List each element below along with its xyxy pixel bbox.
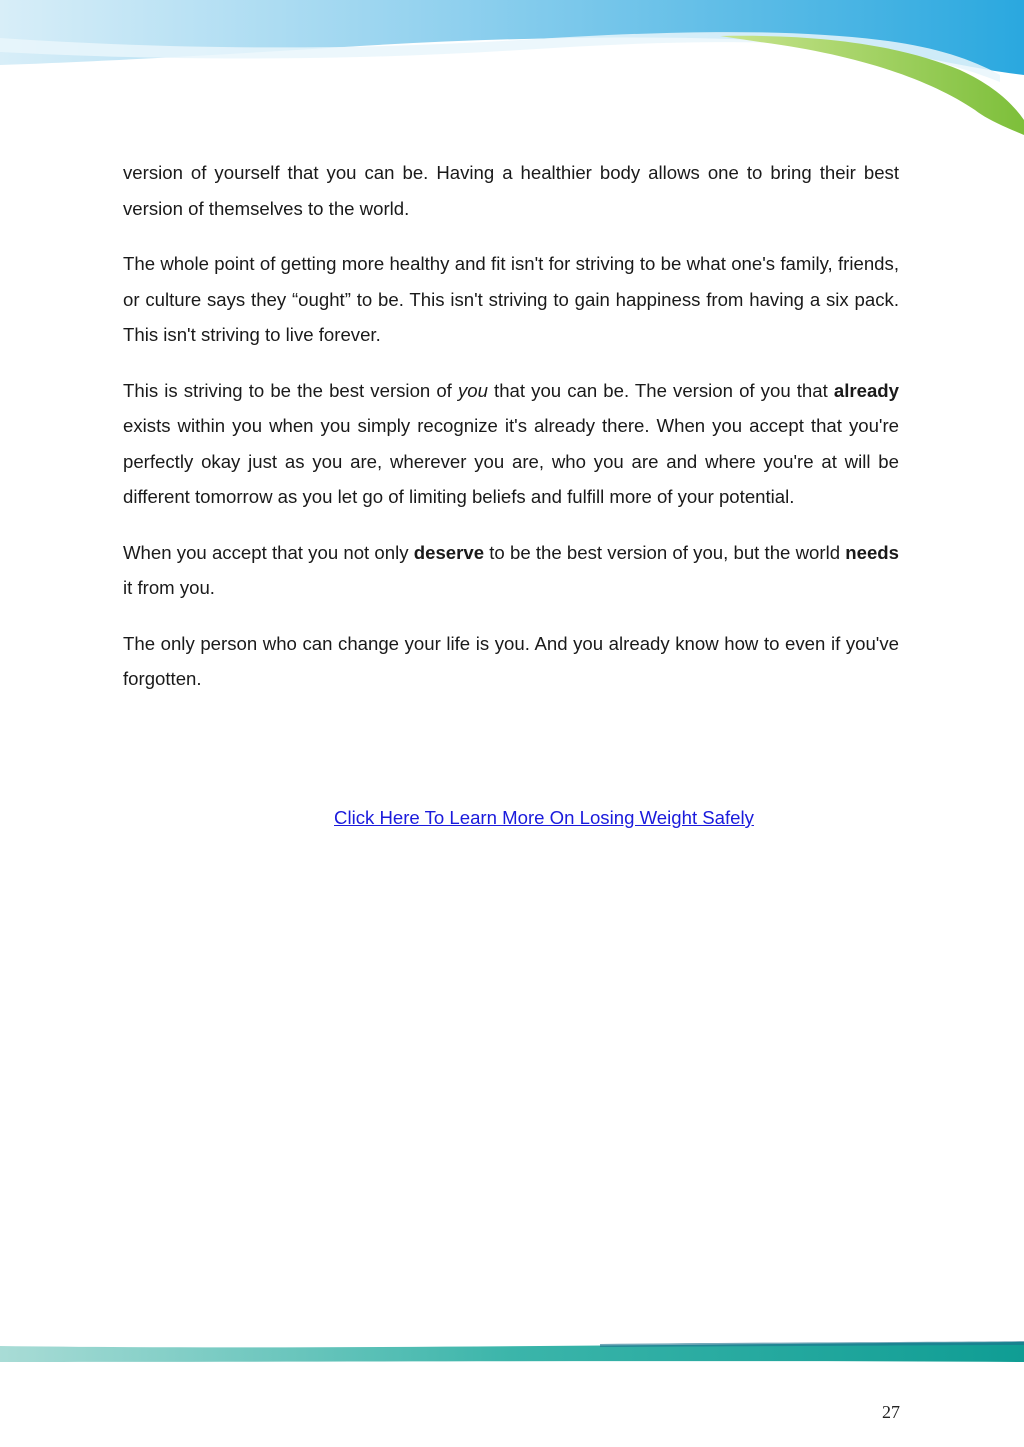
footer-band — [0, 1338, 1024, 1368]
paragraph-text: to be the best version of you, but the world — [484, 541, 846, 563]
paragraph — [123, 246, 899, 353]
paragraph-text: When you accept that you not only — [123, 541, 414, 563]
paragraph-text: that you can be. The version of you that — [487, 379, 834, 401]
paragraph-text: This is striving to be the best version of — [123, 379, 458, 401]
paragraph-text: exists within you when you simply recognize it's already there. When you accept that you're perfectly okay just as you are, wherever you are, who you are and where you're at will be different tomorrow as you let go of limiting beliefs and fulfill more of your potential. — [123, 415, 899, 507]
paragraph-text: it from you. — [123, 577, 215, 598]
learn-more-link[interactable]: Click Here To Learn More On Losing Weight Safely — [334, 807, 754, 828]
body-text — [123, 155, 899, 717]
paragraph — [123, 373, 899, 515]
page-number: 27 — [882, 1402, 900, 1422]
bold-already: already — [833, 379, 899, 401]
paragraph — [123, 626, 899, 697]
bold-needs: needs — [845, 541, 899, 563]
paragraph-text: The whole point of getting more healthy and fit isn't for striving to be what one's family, friends, or culture says they “ought” to be. This isn't striving to gain happiness from having a six pack. This isn't striving to live forever. — [123, 253, 899, 345]
paragraph-text: The only person who can change your life is you. And you already know how to even if you've forgotten. — [123, 632, 899, 689]
emphasis-you: you — [457, 379, 488, 401]
paragraph — [123, 155, 899, 226]
paragraph — [123, 535, 899, 606]
paragraph-text: version of yourself that you can be. Having a healthier body allows one to bring their best version of themselves to the world. — [123, 162, 899, 219]
bold-deserve: deserve — [413, 541, 485, 563]
header-wave-banner — [0, 0, 1024, 140]
cta-link-row — [123, 803, 965, 833]
